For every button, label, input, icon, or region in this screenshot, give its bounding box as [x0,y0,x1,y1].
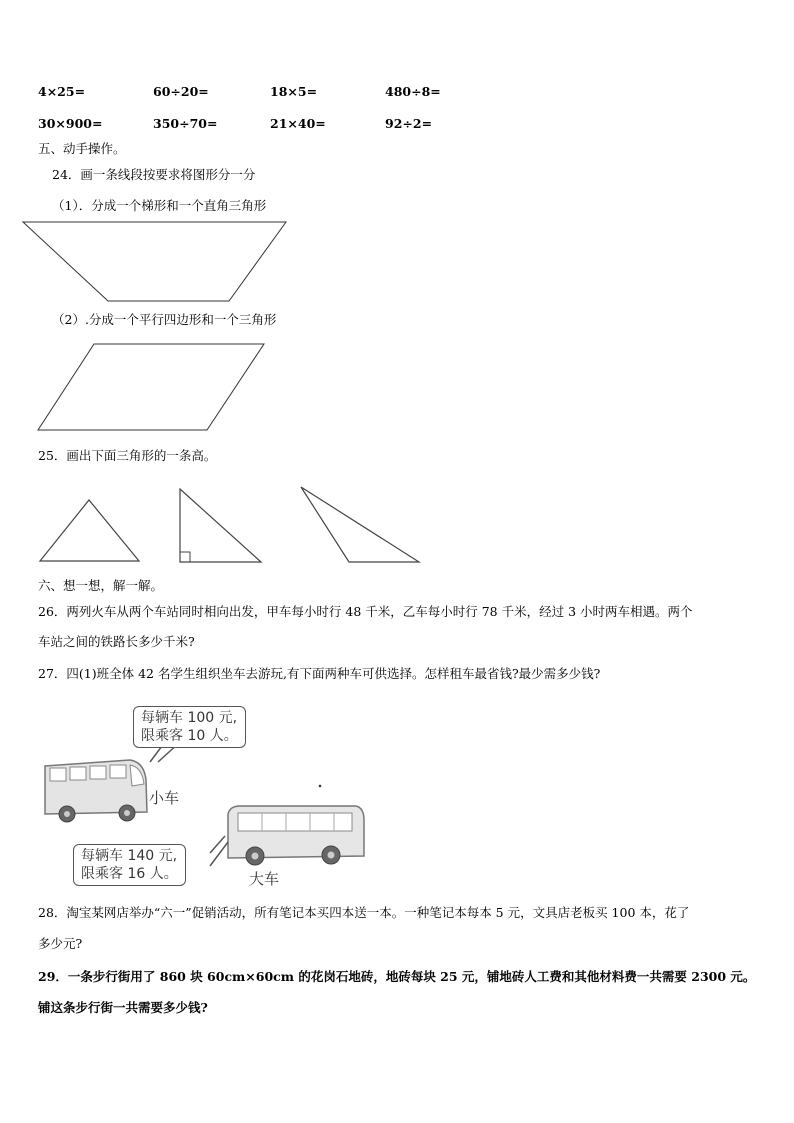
q28-line1: 28．淘宝某网店举办“六一”促销活动，所有笔记本买四本送一本。一种笔记本每本 5 元，文具店老板买 100 本，花了 [38,905,690,920]
arith-2-3: 21×40= [270,116,326,131]
big-bus-capacity: 限乘客 16 人。 [81,866,178,882]
q26-line2: 车站之间的铁路长多少千米? [38,634,195,649]
arith-1-1: 4×25= [38,84,86,99]
arith-2-1: 30×900= [38,116,103,131]
big-bus-price-bubble [73,844,186,886]
small-bus-price: 每辆车 100 元, [141,710,238,726]
q26-line1: 26．两列火车从两个车站同时相向出发，甲车每小时行 48 千米，乙车每小时行 78 千米，经过 3 小时两车相遇。两个 [38,604,693,619]
small-bus-label: 小车 [149,789,180,807]
section5-title: 五、动手操作。 [38,141,126,156]
q27-stem: 27．四(1)班全体 42 名学生组织坐车去游玩,有下面两种车可供选择。怎样租车最省钱?最少需多少钱? [38,666,601,681]
arith-1-3: 18×5= [270,84,318,99]
small-bus-capacity: 限乘客 10 人。 [141,728,238,744]
arith-2-2: 350÷70= [153,116,218,131]
big-bus-icon [228,806,364,865]
big-bus-label: 大车 [249,870,280,888]
q28-line2: 多少元? [38,936,83,951]
q29-line1: 29．一条步行街用了 860 块 60cm×60cm 的花岗石地砖，地砖每块 25 元，铺地砖人工费和其他材料费一共需要 2300 元。 [38,969,756,984]
q29-line2: 铺这条步行街一共需要多少钱? [38,1000,208,1015]
q24-part2: （2）.分成一个平行四边形和一个三角形 [52,312,277,327]
arith-2-4: 92÷2= [385,116,433,131]
arith-1-2: 60÷20= [153,84,209,99]
q25-stem: 25．画出下面三角形的一条高。 [38,448,217,463]
small-bus-icon [45,760,147,822]
section6-title: 六、想一想，解一解。 [38,578,164,593]
big-bus-price: 每辆车 140 元, [81,848,178,864]
q24-stem: 24．画一条线段按要求将图形分一分 [52,167,256,182]
q24-part1: （1）．分成一个梯形和一个直角三角形 [52,198,267,213]
small-bus-price-bubble [133,706,246,748]
arith-1-4: 480÷8= [385,84,441,99]
